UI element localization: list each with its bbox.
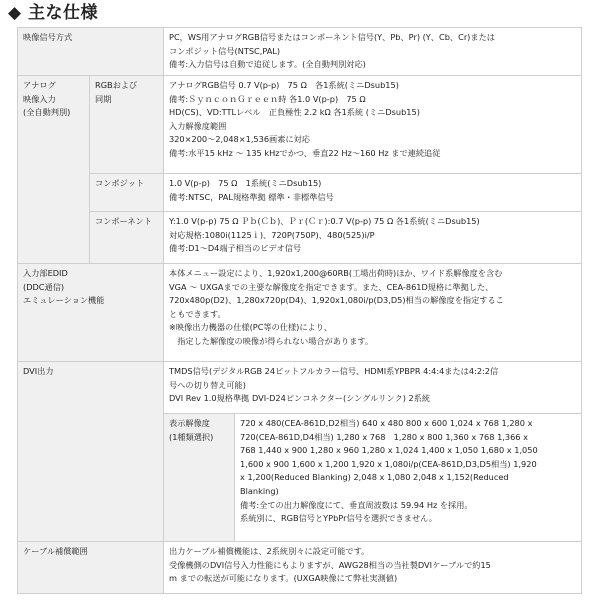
subrow-value: Y:1.0 V(p-p) 75 Ω Ｐｂ(Ｃｂ)、Ｐｒ(Ｃｒ):0.7 V(p-p) 75 Ω 各1系統(ミニDsub15) 対応規格:1080i(1125ｉ)、720P(750P)、480(525)i/P 備考:D1～D4端子相当のビデオ信号 xyxy=(164,212,582,264)
row-label: 映像信号方式 xyxy=(18,28,164,76)
row-value: 出力ケーブル補償機能は、2系統別々に設定可能です。 受像機側のDVI信号入力性能にもよりますが、AWG28相当の当社製DVIケーブルで約15 m までの転送が可能になります。(UXGA映像にて弊社実測値) xyxy=(164,542,582,594)
spec-row-analog-composite xyxy=(18,174,582,212)
row-label: ケーブル補償範囲 xyxy=(18,542,164,594)
row-value: PC，WS用アナログRGB信号またはコンポーネント信号(Y、Pb、Pr) (Y、Cb、Cr)または コンポジット信号(NTSC,PAL) 備考:入力信号は自動で追従します。(全自動判別対応) xyxy=(164,28,582,76)
spec-row-video-signal xyxy=(18,28,582,76)
spec-row-analog-rgb xyxy=(18,76,582,174)
nested-label: 表示解像度 (1種類選択) xyxy=(164,414,235,542)
subrow-value: アナログRGB信号 0.7 V(p-p) 75 Ω 各1系統(ミニDsub15) 備考:ＳｙｎｃｏｎＧｒｅｅｎ時 各1.0 V(p-p) 75 Ω HD(CS)、VD:TTLレベル 正負極性 2.2 kΩ 各1系統 (ミニDsub15) 入力解像度範囲 320×200～2,048×1,536画素に対応 備考:水平15 kHz ～ 135 kHzでかつ、垂直22 Hz～160 Hz まで連続追従 xyxy=(164,76,582,174)
section-heading: ◆ 主な仕様 xyxy=(8,3,98,23)
subrow-label: RGBおよび 同期 xyxy=(90,76,164,174)
row-label: DVI出力 xyxy=(18,362,164,542)
spec-table xyxy=(17,27,582,594)
row-label: アナログ 映像入力 (全自動判別) xyxy=(18,76,90,264)
nested-value: 720 x 480(CEA-861D,D2相当) 640 x 480 800 x 600 1,024 x 768 1,280 x 720(CEA-861D,D4相当) 1,280 x 768 1,280 x 800 1,360 x 768 1,366 x 768 1,440 x 900 1,280 x 960 1,280 x 1,024 1,400 x 1,050 1,680 x 1,050 1,600 x 900 1,600 x 1,200 1,920 x 1,080i/p(CEA-861D,D3,D5相当) 1,920 x 1,200(Reduced Blanking) 2,048 x 1,080 2,048 x 1,152(Reduced Blanking) 備考:全ての出力解像度にて、垂直周波数は 59.94 Hz を採用。 系統別に、RGB信号とYPbPr信号を選択できません。 xyxy=(235,414,582,542)
row-label: 入力部EDID (DDC通信) エミュレーション機能 xyxy=(18,264,164,362)
row-value: 本体メニュー設定により、1,920x1,200@60RB(工場出荷時)ほか、ワイド系解像度を含む VGA ～ UXGAまでの主要な解像度を指定できます。また、CEA-861D規格に準拠した、 720x480p(D2)、1,280x720p(D4)、1,920x1,080i/p(D3,D5)相当の解像度を指定するこ ともできます。 ※映像出力機器の仕様(PC等の仕様)により、 指定した解像度の映像が得られない場合があります。 xyxy=(164,264,582,362)
spec-row-analog-component xyxy=(18,212,582,264)
spec-row-dvi-output xyxy=(18,362,582,414)
row-value: TMDS信号(デジタルRGB 24ビットフルカラー信号、HDMI系YPBPR 4:4:4または4:2:2信 号への切り替え可能) DVI Rev 1.0規格準拠 DVI-D24ピンコネクター(シングルリンク) 2系統 xyxy=(164,362,582,414)
spec-row-cable-compensation xyxy=(18,542,582,594)
spec-row-edid xyxy=(18,264,582,362)
subrow-label: コンポーネント xyxy=(90,212,164,264)
subrow-value: 1.0 V(p-p) 75 Ω 1系統(ミニDsub15) 備考:NTSC，PAL規格準拠 標準・非標準信号 xyxy=(164,174,582,212)
subrow-label: コンポジット xyxy=(90,174,164,212)
